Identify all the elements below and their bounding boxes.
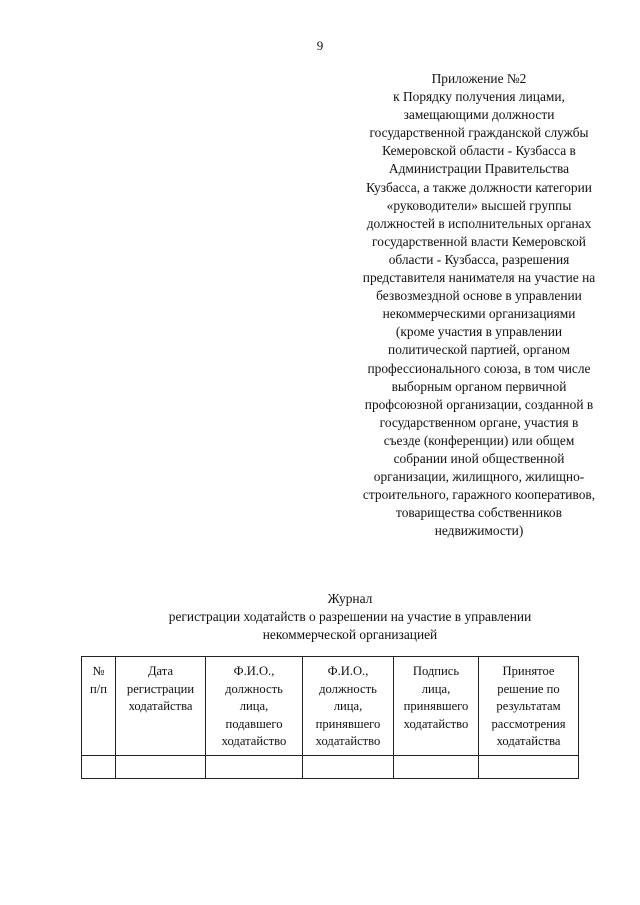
journal-subtitle-line: регистрации ходатайств о разрешении на участие в управлении [168,609,532,624]
appendix-line: государственной гражданской службы [369,125,589,141]
appendix-line: строительного, гаражного кооперативов, [362,487,596,503]
journal-title: Журнал [327,591,373,606]
column-header-registration-date: Дата регистрации ходатайства [116,657,206,756]
table-cell [82,755,116,778]
appendix-line: некоммерческими организациями [382,306,576,322]
appendix-line: Администрации Правительства [388,161,570,177]
appendix-line: собрании иной общественной [393,450,565,466]
table-header-row [82,657,579,756]
appendix-heading [338,70,620,540]
appendix-line: представителя нанимателя на участие на [362,270,596,286]
table-cell [303,755,394,778]
journal-heading [100,590,600,644]
column-header-recipient: Ф.И.О., должность лица, принявшего ходатайство [303,657,394,756]
column-header-decision: Принятое решение по результатам рассмотрения ходатайства [479,657,579,756]
appendix-line: «руководители» высшей группы [386,197,572,213]
appendix-line: профессионального союза, в том числе [367,360,591,376]
appendix-line: товарищества собственников [396,505,562,521]
column-header-applicant: Ф.И.О., должность лица, подавшего ходатайство [206,657,303,756]
appendix-line: Приложение №2 [431,71,527,86]
appendix-line: государственной власти Кемеровской [372,233,586,249]
table-cell [479,755,579,778]
appendix-line: (кроме участия в управлении [395,324,563,340]
column-header-signature: Подпись лица, принявшего ходатайство [394,657,479,756]
appendix-line: недвижимости) [434,523,524,539]
appendix-line: безвозмездной основе в управлении [376,288,582,304]
table-cell [206,755,303,778]
appendix-line: выборным органом первичной [391,378,567,394]
journal-subtitle-line: некоммерческой организацией [262,627,438,642]
appendix-line: замещающими должности [403,107,555,123]
appendix-line: к Порядку получения лицами, [393,89,565,105]
registration-table [81,656,579,779]
table-cell [116,755,206,778]
appendix-line: съезде (конференции) или общем [383,432,575,448]
column-header-number: № п/п [82,657,116,756]
page-number: 9 [316,38,324,53]
appendix-line: должностей в исполнительных органах [366,215,592,231]
appendix-line: области - Кузбасса, разрешения [388,251,570,267]
table-cell [394,755,479,778]
appendix-line: организации, жилищного, жилищно- [373,469,585,485]
appendix-line: политической партией, органом [388,342,570,358]
appendix-line: государственном органе, участия в [379,414,579,430]
appendix-line: профсоюзной организации, созданной в [364,396,594,412]
appendix-line: Кемеровской области - Кузбасса в [382,143,576,159]
table-row [82,755,579,778]
appendix-line: Кузбасса, а также должности категории [366,179,592,195]
